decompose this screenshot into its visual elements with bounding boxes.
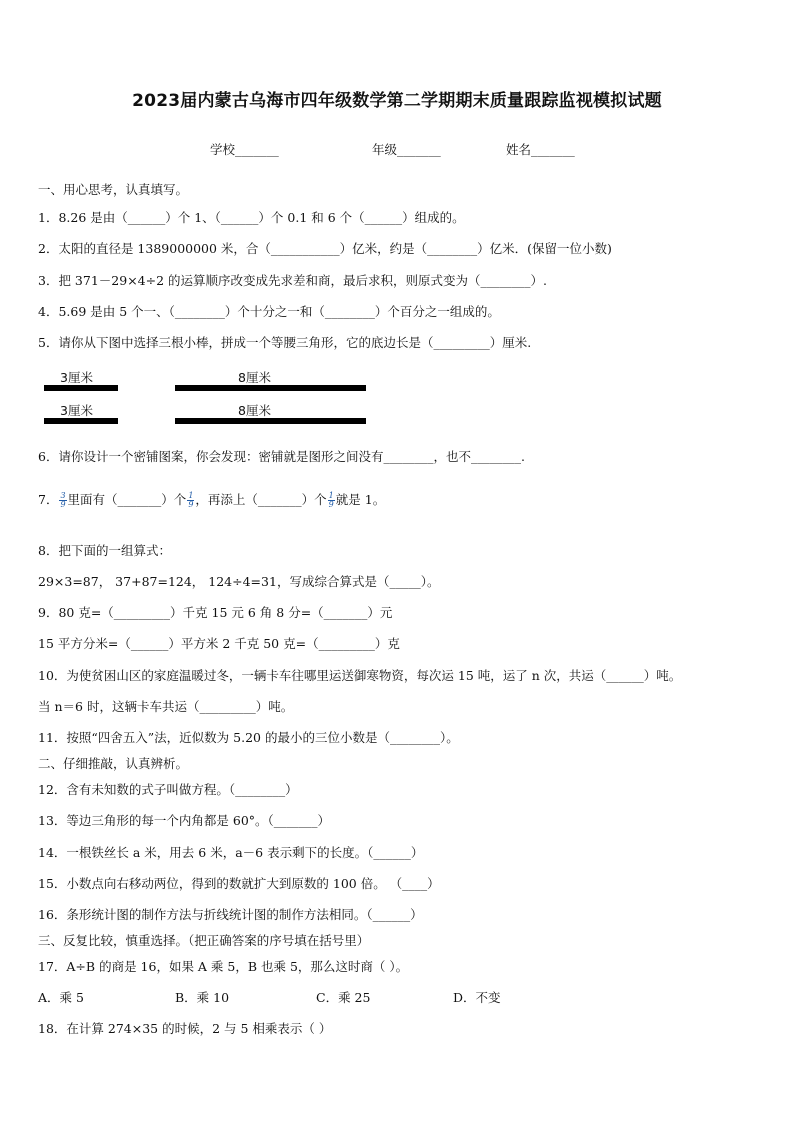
question-13: 13．等边三角形的每一个内角都是 60°。（_______） bbox=[38, 813, 331, 828]
question-8: 8．把下面的一组算式： bbox=[38, 543, 171, 558]
question-18: 18．在计算 274×35 的时候，2 与 5 相乘表示（ ） bbox=[38, 1021, 332, 1036]
question-7-mid-2: ，再添上（_______）个 bbox=[195, 492, 327, 507]
question-7-suffix: 就是 1。 bbox=[335, 492, 386, 507]
fraction-numerator: 3 bbox=[60, 491, 66, 500]
question-8-equations: 29×3=87， 37+87=124， 124÷4=31，写成综合算式是（_____）。 bbox=[38, 574, 440, 589]
question-17: 17．A÷B 的商是 16，如果 A 乘 5，B 也乘 5，那么这时商（ ）。 bbox=[38, 959, 409, 974]
question-3: 3．把 371－29×4÷2 的运算顺序改变成先求差和商，最后求积，则原式变为（________）. bbox=[38, 273, 547, 288]
question-14: 14．一根铁丝长 a 米，用去 6 米，a－6 表示剩下的长度。（______） bbox=[38, 845, 424, 860]
fraction-1-9-b bbox=[328, 492, 335, 509]
section-1-heading: 一、用心思考，认真填写。 bbox=[38, 182, 189, 197]
question-17-option-d: D．不变 bbox=[453, 990, 501, 1005]
question-7-mid-1: 里面有（_______）个 bbox=[67, 492, 187, 507]
question-17-option-a: A．乘 5 bbox=[38, 990, 84, 1005]
question-17-option-c: C．乘 25 bbox=[316, 990, 371, 1005]
question-7-prefix: 7． bbox=[38, 492, 59, 507]
stick-label-short-2: 3厘米 bbox=[60, 403, 93, 418]
question-11: 11．按照“四舍五入”法，近似数为 5.20 的最小的三位小数是（________）。 bbox=[38, 730, 459, 745]
question-6: 6．请你设计一个密铺图案，你会发现：密铺就是图形之间没有________，也不________. bbox=[38, 449, 525, 464]
fraction-denominator: 9 bbox=[60, 500, 66, 509]
school-field: 学校_______ bbox=[210, 142, 279, 157]
question-12: 12．含有未知数的式子叫做方程。（________） bbox=[38, 782, 298, 797]
question-5: 5．请你从下图中选择三根小棒，拼成一个等腰三角形，它的底边长是（_________）厘米. bbox=[38, 335, 532, 350]
name-field: 姓名_______ bbox=[506, 142, 575, 157]
stick-long-2 bbox=[175, 418, 366, 424]
section-3-heading: 三、反复比较，慎重选择。（把正确答案的序号填在括号里） bbox=[38, 933, 370, 948]
question-9-part-a: 9．80 克=（_________）千克 15 元 6 角 8 分=（_______）元 bbox=[38, 605, 393, 620]
question-7 bbox=[38, 490, 385, 509]
question-10-part-a: 10．为使贫困山区的家庭温暖过冬，一辆卡车往哪里运送御寒物资，每次运 15 吨，运了 n 次，共运（______）吨。 bbox=[38, 668, 682, 683]
fraction-3-9 bbox=[59, 492, 66, 509]
question-1: 1．8.26 是由（______）个 1、（______）个 0.1 和 6 个（______）组成的。 bbox=[38, 210, 465, 225]
question-4: 4．5.69 是由 5 个一、（________）个十分之一和（________）个百分之一组成的。 bbox=[38, 304, 500, 319]
fraction-1-9 bbox=[187, 492, 194, 509]
fraction-denominator: 9 bbox=[188, 500, 194, 509]
exam-title: 2023届内蒙古乌海市四年级数学第二学期期末质量跟踪监视模拟试题 bbox=[132, 91, 662, 111]
stick-label-short-1: 3厘米 bbox=[60, 370, 93, 385]
stick-long-1 bbox=[175, 385, 366, 391]
question-9-part-b: 15 平方分米=（______）平方米 2 千克 50 克=（_________）克 bbox=[38, 636, 400, 651]
stick-short-2 bbox=[44, 418, 118, 424]
stick-label-long-1: 8厘米 bbox=[238, 370, 271, 385]
section-2-heading: 二、仔细推敲，认真辨析。 bbox=[38, 756, 189, 771]
question-16: 16．条形统计图的制作方法与折线统计图的制作方法相同。（______） bbox=[38, 907, 423, 922]
fraction-numerator: 1 bbox=[328, 491, 334, 500]
grade-field: 年级_______ bbox=[372, 142, 441, 157]
fraction-denominator: 9 bbox=[328, 500, 334, 509]
fraction-numerator: 1 bbox=[188, 491, 194, 500]
stick-short-1 bbox=[44, 385, 118, 391]
stick-label-long-2: 8厘米 bbox=[238, 403, 271, 418]
question-2: 2．太阳的直径是 1389000000 米，合（___________）亿米，约是（________）亿米．(保留一位小数) bbox=[38, 241, 612, 256]
question-10-part-b: 当 n＝6 时，这辆卡车共运（_________）吨。 bbox=[38, 699, 294, 714]
question-17-option-b: B．乘 10 bbox=[175, 990, 230, 1005]
question-15: 15．小数点向右移动两位，得到的数就扩大到原数的 100 倍。 （____） bbox=[38, 876, 440, 891]
